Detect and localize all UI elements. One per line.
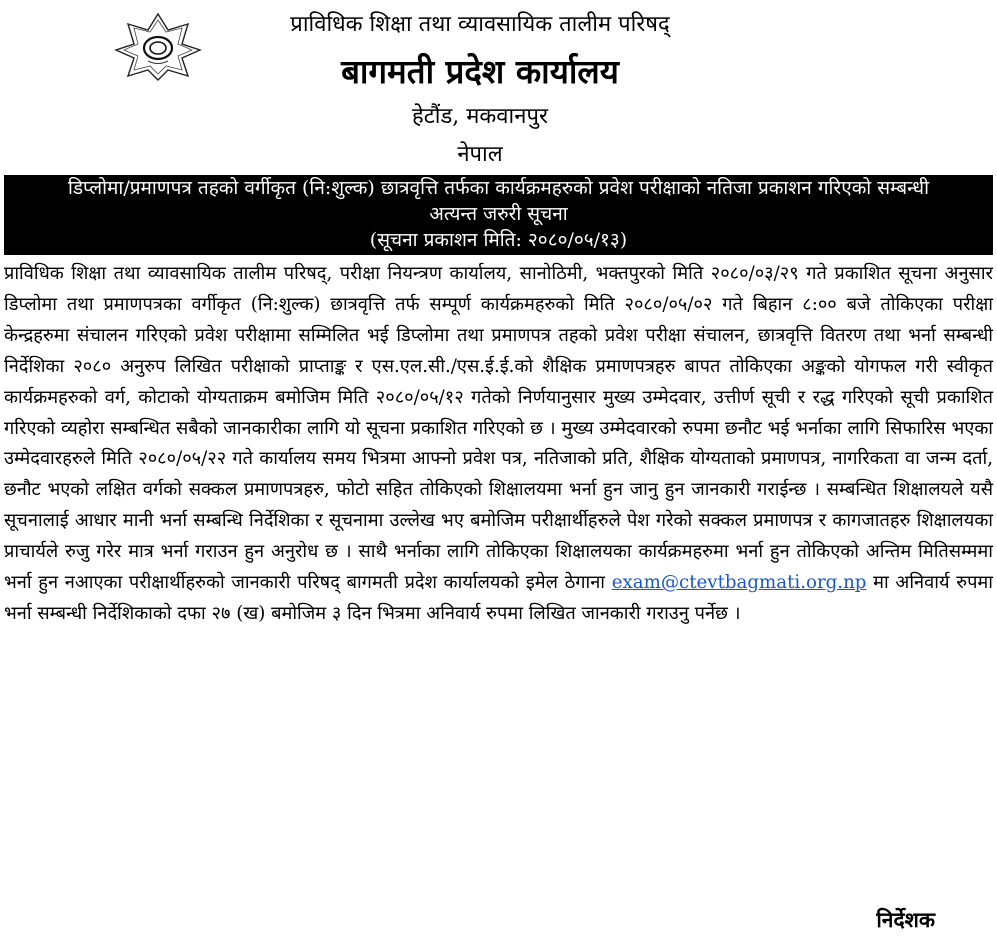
- council-name: प्राविधिक शिक्षा तथा व्यावसायिक तालीम परिषद्: [290, 12, 670, 37]
- signatory-title: निर्देशक: [876, 907, 935, 932]
- notice-banner: [4, 175, 993, 255]
- email-link[interactable]: exam@ctevtbagmati.org.np: [611, 572, 867, 594]
- notice-body-part2: मा अनिवार्य रुपमा भर्ना सम्बन्धी निर्देशिकाको दफा २७ (ख) बमोजिम ३ दिन भित्रमा अनिवार्य रुपमा लिखित जानकारी गराउनु पर्नेछ ।: [4, 572, 993, 624]
- notice-subject: डिप्लोमा/प्रमाणपत्र तहको वर्गीकृत (नि:शुल्क) छात्रवृत्ति तर्फका कार्यक्रमहरुको प्रवेश परीक्षाको नतिजा प्रकाशन गरिएको सम्बन्धी: [67, 177, 930, 199]
- notice-heading: अत्यन्त जरुरी सूचना: [429, 203, 568, 225]
- office-country: नेपाल: [457, 142, 503, 167]
- notice-body: [4, 259, 993, 630]
- notice-body-part1: प्राविधिक शिक्षा तथा व्यावसायिक तालीम परिषद्, परीक्षा नियन्त्रण कार्यालय, सानोठिमी, भक्तपुरको मिति २०८०/०३/२९ गते प्रकाशित सूचना अनुसार डिप्लोमा तथा प्रमाणपत्रका वर्गीकृत (नि:शुल्क) छात्रवृत्ति तर्फ सम्पूर्ण कार्यक्रमहरुको मिति २०८०/०५/०२ गते बिहान ८:०० बजे तोकिएका परीक्षा केन्द्रहरुमा संचालन गरिएको प्रवेश परीक्षामा सम्मिलित भई डिप्लोमा तथा प्रमाणपत्र तहको प्रवेश परीक्षा संचालन, छात्रवृत्ति वितरण तथा भर्ना सम्बन्धी निर्देशिका २०८० अनुरुप लिखित परीक्षाको प्राप्ताङ्क र एस.एल.सी./एस.ई.ई.को शैक्षिक प्रमाणपत्रहरु बापत तोकिएका अङ्कको योगफल गरी स्वीकृत कार्यक्रमहरुको वर्ग, कोटाको योग्यताक्रम बमोजिम मिति २०८०/०५/१२ गतेको निर्णयानुसार मुख्य उम्मेदवार, उत्तीर्ण सूची र रद्ध गरिएको सूची प्रकाशित गरिएको व्यहोरा सम्बन्धित सबैको जानकारीका लागि यो सूचना प्रकाशित गरिएको छ । मुख्य उम्मेदवारको रुपमा छनौट भई भर्नाका लागि सिफारिस भएका उम्मेदवारहरुले मिति २०८०/०५/२२ गते कार्यालय समय भित्रमा आफ्नो प्रवेश पत्र, नतिजाको प्रति, शैक्षिक योग्यताको प्रमाणपत्र, नागरिकता वा जन्म दर्ता, छनौट भएको लक्षित वर्गको सक्कल प्रमाणपत्रहरु, फोटो सहित तोकिएको शिक्षालयमा भर्ना हुन जानु हुन जानकारी गराईन्छ । सम्बन्धित शिक्षालयले यसै सूचनालाई आधार मानी भर्ना सम्बन्धि निर्देशिका र सूचनामा उल्लेख भए बमोजिम परीक्षार्थीहरुले पेश गरेको सक्कल प्रमाणपत्र र कागजातहरु शिक्षालयका प्राचार्यले रुजु गरेर मात्र भर्ना गराउन हुन अनुरोध छ । साथै भर्नाका लागि तोकिएका शिक्षालयका कार्यक्रमहरुमा भर्ना हुन तोकिएको अन्तिम मितिसम्ममा भर्ना हुन नआएका परीक्षार्थीहरुको जानकारी परिषद् बागमती प्रदेश कार्यालयको इमेल ठेगाना: [4, 263, 993, 594]
- office-location: हेटौंड, मकवानपुर: [412, 104, 548, 129]
- notice-publish-date: (सूचना प्रकाशन मिति: २०८०/०५/१३): [369, 229, 628, 251]
- office-title: बागमती प्रदेश कार्यालय: [341, 52, 619, 91]
